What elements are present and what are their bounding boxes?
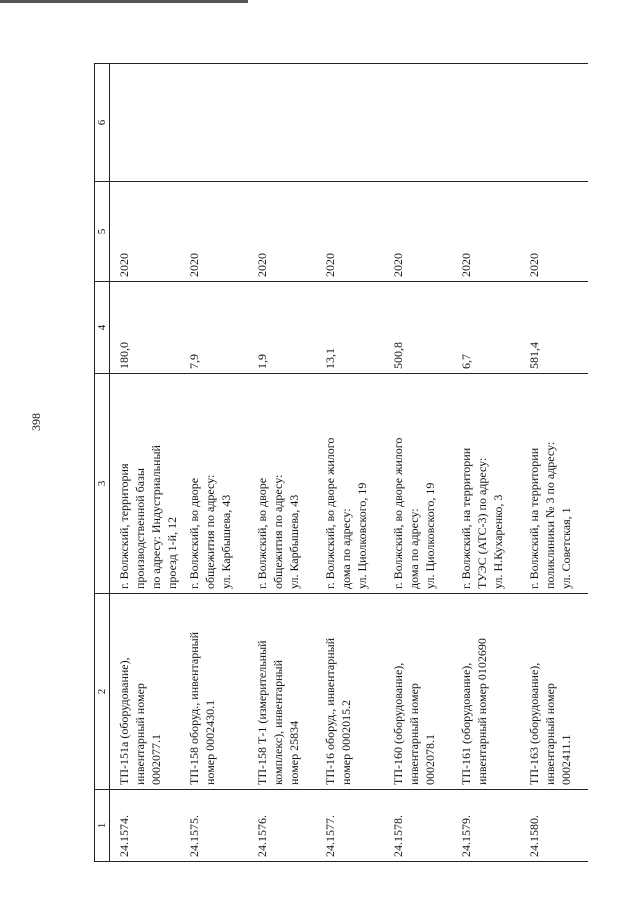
object-address: г. Волжский, на территории ТУЭС (АТС-3) по адресу: ул. Н.Кухаренко, 3 — [452, 374, 520, 594]
row-number: 24.1579. — [452, 790, 520, 862]
object-year: 2020 — [248, 182, 316, 282]
row-number: 24.1574. — [110, 790, 181, 862]
object-extra — [452, 64, 520, 182]
object-name: ТП-151а (оборудование), инвентарный номер 0002077.1 — [110, 594, 181, 790]
object-extra — [110, 64, 181, 182]
object-name: ТП-160 (оборудование), инвентарный номер 0002078.1 — [384, 594, 452, 790]
object-value: 7,9 — [180, 282, 248, 374]
object-year: 2020 — [110, 182, 181, 282]
column-header: 3 — [95, 374, 110, 594]
object-address: г. Волжский, во дворе общежития по адресу: ул. Карбышева, 43 — [180, 374, 248, 594]
object-name: ТП-158 Т-1 (измерительный комплекс), инвентарный номер 25834 — [248, 594, 316, 790]
property-table — [94, 63, 588, 862]
property-table-sheet — [94, 64, 600, 862]
table-row — [520, 64, 588, 862]
table-row — [110, 64, 181, 862]
row-number: 24.1580. — [520, 790, 588, 862]
object-extra — [248, 64, 316, 182]
column-header: 4 — [95, 282, 110, 374]
object-address: г. Волжский, во дворе общежития по адресу: ул. Карбышева, 43 — [248, 374, 316, 594]
object-year: 2020 — [180, 182, 248, 282]
column-header: 6 — [95, 64, 110, 182]
object-address: г. Волжский, во дворе жилого дома по адресу: ул. Циолковского, 19 — [316, 374, 384, 594]
object-year: 2020 — [520, 182, 588, 282]
object-address: г. Волжский, на территории поликлиники № 3 по адресу: ул. Советская, 1 — [520, 374, 588, 594]
object-extra — [520, 64, 588, 182]
table-row — [384, 64, 452, 862]
row-number: 24.1578. — [384, 790, 452, 862]
page-number: 398 — [29, 413, 43, 431]
object-year: 2020 — [452, 182, 520, 282]
object-name: ТП-161 (оборудование), инвентарный номер 0102690 — [452, 594, 520, 790]
object-address: г. Волжский, во дворе жилого дома по адресу: ул. Циолковского, 19 — [384, 374, 452, 594]
table-row — [180, 64, 248, 862]
row-number: 24.1576. — [248, 790, 316, 862]
table-row — [316, 64, 384, 862]
object-value: 1,9 — [248, 282, 316, 374]
object-extra — [180, 64, 248, 182]
table-row — [452, 64, 520, 862]
object-value: 180,0 — [110, 282, 181, 374]
object-year: 2020 — [384, 182, 452, 282]
column-header: 5 — [95, 182, 110, 282]
object-value: 581,4 — [520, 282, 588, 374]
object-value: 6,7 — [452, 282, 520, 374]
object-value: 500,8 — [384, 282, 452, 374]
column-header: 1 — [95, 790, 110, 862]
row-number: 24.1575. — [180, 790, 248, 862]
table-row — [248, 64, 316, 862]
scan-edge-line — [0, 0, 248, 3]
object-extra — [384, 64, 452, 182]
object-value: 13,1 — [316, 282, 384, 374]
object-name: ТП-158 оборуд., инвентарный номер 0002430.1 — [180, 594, 248, 790]
object-name: ТП-16 оборуд., инвентарный номер 0002015.2 — [316, 594, 384, 790]
row-number: 24.1577. — [316, 790, 384, 862]
object-extra — [316, 64, 384, 182]
column-header: 2 — [95, 594, 110, 790]
object-year: 2020 — [316, 182, 384, 282]
table-header-row — [95, 64, 110, 862]
object-address: г. Волжский, территория производственной базы по адресу: Индустриальный проезд 1-й, 12 — [110, 374, 181, 594]
object-name: ТП-163 (оборудование), инвентарный номер 0002411.1 — [520, 594, 588, 790]
